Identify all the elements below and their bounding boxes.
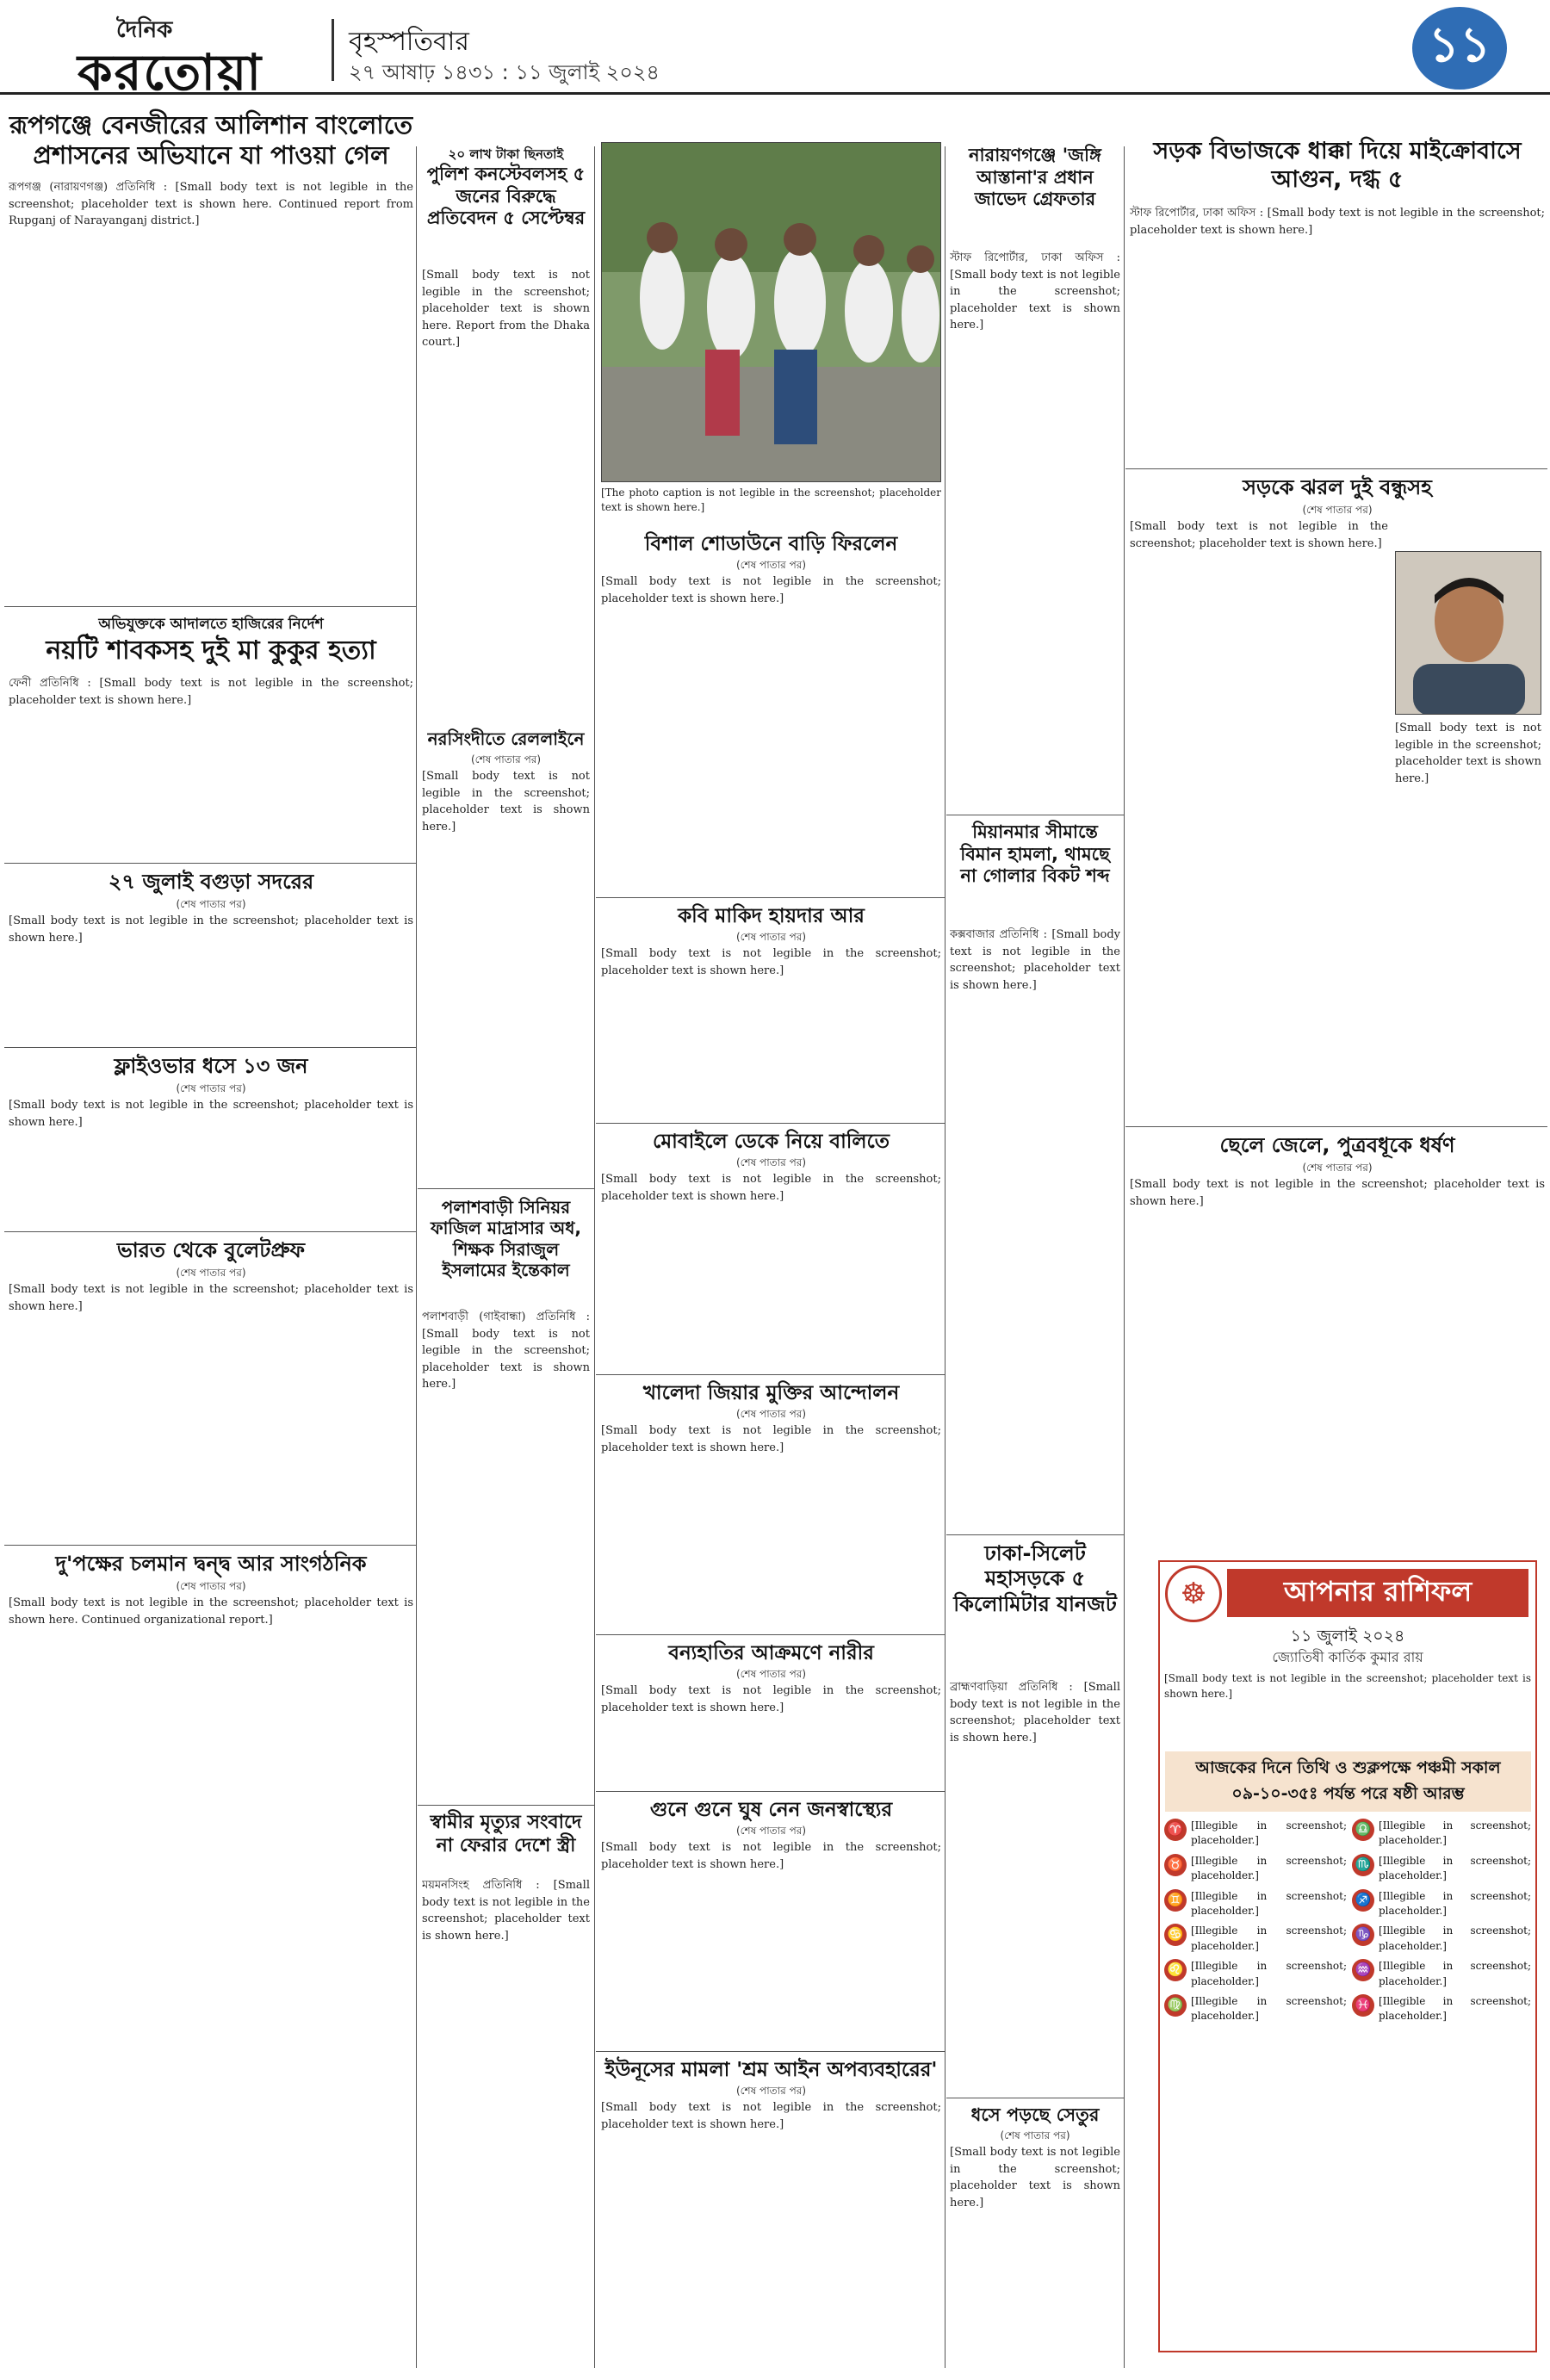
headline-chele: ছেলে জেলে, পুত্রবধূকে ধর্ষণ: [1219, 1133, 1455, 1157]
continued-label: (শেষ পাতার পর): [735, 1668, 807, 1680]
horoscope-sign: ♒ [Illegible in screenshot; placeholder.]: [1352, 1959, 1531, 1989]
cancer-icon: ♋: [1164, 1924, 1187, 1946]
body-flyover: [Small body text is not legible in the screenshot; placeholder text is shown here.]: [9, 1099, 413, 1129]
body-dupokkho: [Small body text is not legible in the screenshot; placeholder text is shown here. Continued organizational report.]: [9, 1596, 413, 1627]
horoscope-col-left: [1164, 1819, 1347, 2344]
body-kobi: [Small body text is not legible in the screenshot; placeholder text is shown here.]: [601, 947, 941, 977]
body-mobile: [Small body text is not legible in the screenshot; placeholder text is shown here.]: [601, 1173, 941, 1203]
masthead-divider: [332, 19, 334, 81]
headline-dogs: নয়টি শাবকসহ দুই মা কুকুর হত্যা: [46, 635, 376, 666]
section-rule: [946, 1534, 1124, 1535]
aquarius-icon: ♒: [1352, 1959, 1374, 1981]
continued-label: (শেষ পাতার পর): [735, 2085, 807, 2097]
horoscope-title: আপনার রাশিফল: [1227, 1569, 1528, 1617]
headline-police: পুলিশ কনস্টেবলসহ ৫ জনের বিরুদ্ধে প্রতিবেদন ৫ সেপ্টেম্বর: [426, 164, 586, 229]
horoscope-date: ১১ জুলাই ২০২৪: [1290, 1627, 1405, 1646]
headline-yunus: ইউনূসের মামলা 'শ্রম আইন অপব্যবহারের': [604, 2059, 938, 2081]
continued-label: (শেষ পাতার পর): [176, 898, 246, 910]
body-rupganj: রূপগঞ্জ (নারায়ণগঞ্জ) প্রতিনিধি : [Small body text is not legible in the screenshot; placeholder text is shown here. Continued report from Rupganj of Narayanganj district.]: [9, 181, 413, 227]
headline-kobi: কবি মাকিদ হায়দার আর: [678, 905, 865, 927]
headline-khaleda: খালেদা জিয়ার মুক্তির আন্দোলন: [642, 1382, 900, 1404]
headline-mobile: মোবাইলে ডেকে নিয়ে বালিতে: [653, 1131, 890, 1153]
column-rule: [945, 146, 946, 2368]
body-yunus: [Small body text is not legible in the screenshot; placeholder text is shown here.]: [601, 2101, 941, 2131]
horoscope-sign: ♎ [Illegible in screenshot; placeholder.]: [1352, 1819, 1531, 1849]
capricorn-icon: ♑: [1352, 1924, 1374, 1946]
headline-swami: স্বামীর মৃত্যুর সংবাদে না ফেরার দেশে স্ত্রী: [430, 1812, 582, 1856]
body-bogura: [Small body text is not legible in the screenshot; placeholder text is shown here.]: [9, 914, 413, 945]
body-microbus: স্টাফ রিপোর্টার, ঢাকা অফিস : [Small body text is not legible in the screenshot; placeholder text is shown here.]: [1130, 207, 1545, 237]
headline-bishal: বিশাল শোডাউনে বাড়ি ফিরলেন: [644, 533, 898, 555]
column-rule: [416, 146, 417, 2368]
portrait-photo: [1395, 551, 1541, 715]
body-police: [Small body text is not legible in the screenshot; placeholder text is shown here. Report from the Dhaka court.]: [422, 269, 590, 349]
section-rule: [4, 1545, 416, 1546]
section-rule: [596, 897, 945, 898]
continued-label: (শেষ পাতার পর): [470, 753, 542, 765]
continued-label: (শেষ পাতার পর): [1302, 504, 1373, 516]
continued-label: (শেষ পাতার পর): [1302, 1162, 1373, 1174]
news-photo: [601, 142, 941, 482]
body-bishal: [Small body text is not legible in the screenshot; placeholder text is shown here.]: [601, 575, 941, 605]
kicker-dogs: অভিযুক্তকে আদালতে হাজিরের নির্দেশ: [98, 616, 324, 633]
body-dogs: ফেনী প্রতিনিধি : [Small body text is not legible in the screenshot; placeholder text is shown here.]: [9, 677, 413, 707]
continued-label: (শেষ পাতার পর): [735, 931, 807, 943]
headline-gune: গুনে গুনে ঘুষ নেন জনস্বাস্থ্যের: [649, 1799, 893, 1821]
headline-myanmar: মিয়ানমার সীমান্তে বিমান হামলা, থামছে না গোলার বিকট শব্দ: [960, 821, 1110, 887]
column-rule: [1124, 146, 1125, 2368]
section-rule: [418, 1805, 594, 1806]
continued-label: (শেষ পাতার পর): [1000, 2129, 1070, 2141]
horoscope-intro: [Small body text is not legible in the screenshot; placeholder text is shown here.]: [1164, 1672, 1531, 1700]
photo-caption: [The photo caption is not legible in the screenshot; placeholder text is shown here.]: [601, 487, 941, 514]
continued-label: (শেষ পাতার পর): [176, 1082, 246, 1094]
body-sorok-col2: [Small body text is not legible in the screenshot; placeholder text is shown here.]: [1395, 722, 1541, 785]
kicker-police: ২০ লাখ টাকা ছিনতাই: [448, 146, 564, 162]
body-chele: [Small body text is not legible in the screenshot; placeholder text is shown here.]: [1130, 1178, 1545, 1208]
body-swami: ময়মনসিংহ প্রতিনিধি : [Small body text is not legible in the screenshot; placeholder text is shown here.]: [422, 1879, 590, 1943]
horoscope-sign: ♏ [Illegible in screenshot; placeholder.]: [1352, 1854, 1531, 1884]
pisces-icon: ♓: [1352, 1994, 1374, 2017]
body-gune: [Small body text is not legible in the screenshot; placeholder text is shown here.]: [601, 1841, 941, 1871]
section-rule: [596, 1374, 945, 1375]
horoscope-sign: ♑ [Illegible in screenshot; placeholder.]: [1352, 1924, 1531, 1954]
continued-label: (শেষ পাতার পর): [176, 1580, 246, 1592]
horoscope-col-right: [1352, 1819, 1531, 2344]
body-dhose: [Small body text is not legible in the screenshot; placeholder text is shown here.]: [950, 2146, 1120, 2210]
continued-label: (শেষ পাতার পর): [176, 1267, 246, 1279]
section-rule: [596, 1634, 945, 1635]
body-javed: স্টাফ রিপোর্টার, ঢাকা অফিস : [Small body text is not legible in the screenshot; placeholder text is shown here.]: [950, 251, 1120, 332]
section-rule: [596, 1791, 945, 1792]
leo-icon: ♌: [1164, 1959, 1187, 1981]
body-dhaka-sylhet: ব্রাহ্মণবাড়িয়া প্রতিনিধি : [Small body text is not legible in the screenshot; placeholder text is shown here.]: [950, 1681, 1120, 1745]
continued-label: (শেষ পাতার পর): [735, 1408, 807, 1420]
page-number-badge: ১১: [1412, 7, 1507, 90]
headline-dhose: ধসে পড়ছে সেতুর: [970, 2104, 1100, 2125]
aries-icon: ♈: [1164, 1819, 1187, 1841]
horoscope-sign: ♋ [Illegible in screenshot; placeholder.]: [1164, 1924, 1347, 1954]
headline-microbus: সড়ক বিভাজকে ধাক্কা দিয়ে মাইক্রোবাসে আগুন, দগ্ধ ৫: [1153, 138, 1522, 193]
virgo-icon: ♍: [1164, 1994, 1187, 2017]
body-bulletproof: [Small body text is not legible in the screenshot; placeholder text is shown here.]: [9, 1283, 413, 1313]
headline-dupokkho: দু'পক্ষের চলমান দ্বন্দ্ব আর সাংগঠনিক: [55, 1552, 367, 1576]
horoscope-sign: ♌ [Illegible in screenshot; placeholder.]: [1164, 1959, 1347, 1989]
section-rule: [4, 863, 416, 864]
zodiac-wheel-icon: ☸: [1165, 1565, 1222, 1622]
taurus-icon: ♉: [1164, 1854, 1187, 1876]
headline-rupganj: রূপগঞ্জে বেনজীরের আলিশান বাংলোতে প্রশাসনের অভিযানে যা পাওয়া গেল: [9, 110, 413, 170]
horoscope-author: জ্যোতিষী কার্তিক কুমার রায়: [1272, 1649, 1423, 1665]
horoscope-sign: ♈ [Illegible in screenshot; placeholder.]: [1164, 1819, 1347, 1849]
section-rule: [418, 1188, 594, 1189]
headline-palashbari: পলাশবাড়ী সিনিয়র ফাজিল মাদ্রাসার অধ, শিক্ষক সিরাজুল ইসলামের ইন্তেকাল: [431, 1197, 581, 1281]
headline-javed: নারায়ণগঞ্জে 'জঙ্গি আস্তানা'র প্রধান জাভেদ গ্রেফতার: [969, 145, 1101, 210]
continued-label: (শেষ পাতার পর): [735, 1156, 807, 1168]
headline-narsingdi: নরসিংদীতে রেললাইনে: [427, 728, 585, 749]
issue-day: বৃহস্পতিবার: [349, 27, 469, 57]
body-narsingdi: [Small body text is not legible in the screenshot; placeholder text is shown here.]: [422, 770, 590, 834]
sagittarius-icon: ♐: [1352, 1889, 1374, 1912]
horoscope-sign: ♍ [Illegible in screenshot; placeholder.]: [1164, 1994, 1347, 2024]
section-rule: [4, 1047, 416, 1048]
body-myanmar: কক্সবাজার প্রতিনিধি : [Small body text is not legible in the screenshot; placeholder text is shown here.]: [950, 928, 1120, 992]
body-sorok: [Small body text is not legible in the screenshot; placeholder text is shown here.]: [1130, 520, 1388, 550]
body-palashbari: পলাশবাড়ী (গাইবান্ধা) প্রতিনিধি : [Small body text is not legible in the screenshot; placeholder text is shown here.]: [422, 1311, 590, 1391]
headline-bulletproof: ভারত থেকে বুলেটপ্রুফ: [116, 1238, 306, 1262]
headline-dhaka-sylhet: ঢাকা-সিলেট মহাসড়কে ৫ কিলোমিটার যানজট: [953, 1541, 1117, 1616]
section-rule: [4, 1231, 416, 1232]
continued-label: (শেষ পাতার পর): [735, 1825, 807, 1837]
scorpio-icon: ♏: [1352, 1854, 1374, 1876]
horoscope-sign: ♐ [Illegible in screenshot; placeholder.]: [1352, 1889, 1531, 1919]
libra-icon: ♎: [1352, 1819, 1374, 1841]
headline-sorok: সড়কে ঝরল দুই বন্ধুসহ: [1243, 475, 1432, 499]
tithi-band: আজকের দিনে তিথি ও শুক্লপক্ষে পঞ্চমী সকাল ০৯-১০-৩৫ঃ পর্যন্ত পরে ষষ্ঠী আরম্ভ: [1165, 1751, 1531, 1812]
section-rule: [4, 606, 416, 607]
section-rule: [1125, 1126, 1547, 1127]
headline-bogura: ২৭ জুলাই বগুড়া সদরের: [108, 870, 314, 894]
logo-prefix: দৈনিক: [116, 17, 173, 43]
horoscope-sign: ♊ [Illegible in screenshot; placeholder.]: [1164, 1889, 1347, 1919]
issue-date: ২৭ আষাঢ় ১৪৩১ : ১১ জুলাই ২০২৪: [349, 60, 660, 84]
headline-flyover: ফ্লাইওভার ধসে ১৩ জন: [114, 1054, 308, 1078]
section-rule: [596, 1123, 945, 1124]
section-rule: [596, 2051, 945, 2052]
body-bonohati: [Small body text is not legible in the screenshot; placeholder text is shown here.]: [601, 1684, 941, 1714]
headline-bonohati: বন্যহাতির আক্রমণে নারীর: [668, 1642, 874, 1664]
gemini-icon: ♊: [1164, 1889, 1187, 1912]
column-rule: [594, 146, 595, 2368]
horoscope-sign: ♉ [Illegible in screenshot; placeholder.]: [1164, 1854, 1347, 1884]
section-rule: [1125, 468, 1547, 469]
body-khaleda: [Small body text is not legible in the screenshot; placeholder text is shown here.]: [601, 1424, 941, 1454]
continued-label: (শেষ পাতার পর): [735, 559, 807, 571]
newspaper-logo: করতোয়া: [78, 43, 264, 102]
horoscope-sign: ♓ [Illegible in screenshot; placeholder.]: [1352, 1994, 1531, 2024]
